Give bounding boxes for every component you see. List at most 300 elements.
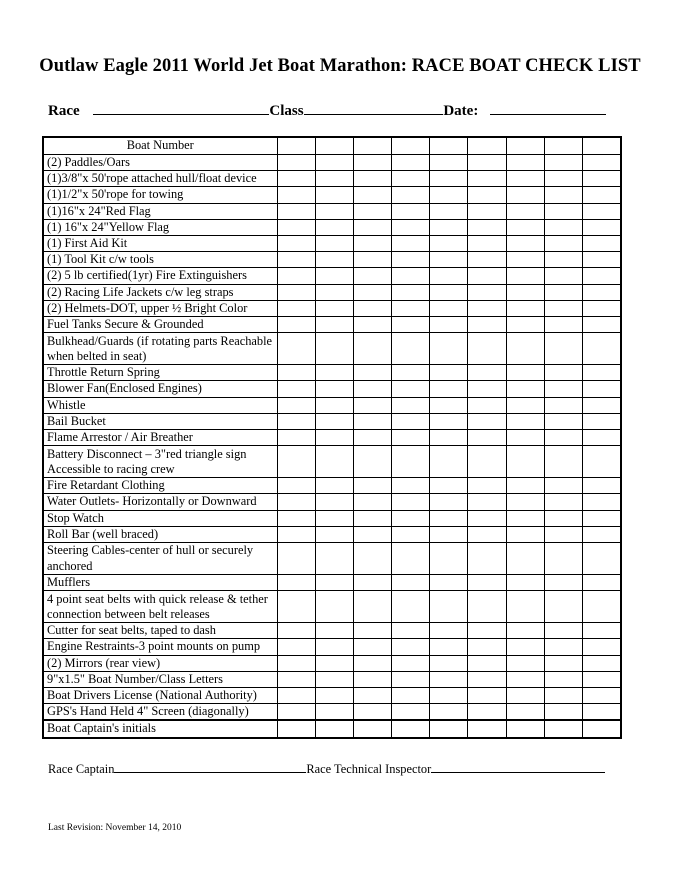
check-cell[interactable] (506, 655, 544, 671)
check-cell[interactable] (468, 575, 506, 591)
check-cell[interactable] (353, 655, 391, 671)
check-cell[interactable] (277, 494, 315, 510)
check-cell[interactable] (506, 365, 544, 381)
check-cell[interactable] (583, 543, 621, 575)
check-cell[interactable] (544, 575, 582, 591)
check-cell[interactable] (583, 510, 621, 526)
check-cell[interactable] (277, 639, 315, 655)
check-cell[interactable] (392, 252, 430, 268)
check-cell[interactable] (315, 526, 353, 542)
check-cell[interactable] (544, 171, 582, 187)
check-cell[interactable] (353, 333, 391, 365)
boat-number-cell[interactable] (315, 137, 353, 155)
check-cell[interactable] (544, 413, 582, 429)
check-cell[interactable] (392, 284, 430, 300)
check-cell[interactable] (430, 252, 468, 268)
check-cell[interactable] (315, 171, 353, 187)
check-cell[interactable] (506, 317, 544, 333)
check-cell[interactable] (392, 203, 430, 219)
check-cell[interactable] (392, 478, 430, 494)
check-cell[interactable] (277, 317, 315, 333)
check-cell[interactable] (353, 219, 391, 235)
check-cell[interactable] (583, 639, 621, 655)
check-cell[interactable] (353, 623, 391, 639)
inspector-signature[interactable] (431, 760, 605, 773)
check-cell[interactable] (544, 494, 582, 510)
check-cell[interactable] (392, 526, 430, 542)
check-cell[interactable] (468, 623, 506, 639)
check-cell[interactable] (430, 494, 468, 510)
check-cell[interactable] (315, 591, 353, 623)
check-cell[interactable] (315, 187, 353, 203)
check-cell[interactable] (544, 300, 582, 316)
check-cell[interactable] (392, 591, 430, 623)
check-cell[interactable] (506, 219, 544, 235)
check-cell[interactable] (544, 510, 582, 526)
check-cell[interactable] (544, 639, 582, 655)
check-cell[interactable] (468, 236, 506, 252)
check-cell[interactable] (430, 236, 468, 252)
check-cell[interactable] (315, 236, 353, 252)
check-cell[interactable] (468, 203, 506, 219)
check-cell[interactable] (353, 526, 391, 542)
check-cell[interactable] (544, 333, 582, 365)
check-cell[interactable] (430, 284, 468, 300)
check-cell[interactable] (583, 575, 621, 591)
check-cell[interactable] (544, 203, 582, 219)
boat-number-cell[interactable] (583, 137, 621, 155)
check-cell[interactable] (506, 252, 544, 268)
check-cell[interactable] (583, 381, 621, 397)
check-cell[interactable] (277, 236, 315, 252)
check-cell[interactable] (315, 381, 353, 397)
check-cell[interactable] (468, 688, 506, 704)
check-cell[interactable] (430, 365, 468, 381)
check-cell[interactable] (277, 155, 315, 171)
boat-number-cell[interactable] (544, 137, 582, 155)
check-cell[interactable] (583, 704, 621, 721)
check-cell[interactable] (392, 510, 430, 526)
check-cell[interactable] (277, 543, 315, 575)
initials-cell[interactable] (506, 720, 544, 737)
check-cell[interactable] (583, 413, 621, 429)
check-cell[interactable] (277, 704, 315, 721)
check-cell[interactable] (583, 397, 621, 413)
check-cell[interactable] (277, 688, 315, 704)
check-cell[interactable] (583, 446, 621, 478)
check-cell[interactable] (392, 494, 430, 510)
check-cell[interactable] (506, 381, 544, 397)
check-cell[interactable] (506, 187, 544, 203)
check-cell[interactable] (430, 510, 468, 526)
check-cell[interactable] (392, 688, 430, 704)
check-cell[interactable] (506, 575, 544, 591)
check-cell[interactable] (315, 219, 353, 235)
check-cell[interactable] (583, 155, 621, 171)
check-cell[interactable] (392, 317, 430, 333)
check-cell[interactable] (430, 300, 468, 316)
check-cell[interactable] (544, 671, 582, 687)
check-cell[interactable] (506, 526, 544, 542)
check-cell[interactable] (392, 300, 430, 316)
check-cell[interactable] (506, 268, 544, 284)
check-cell[interactable] (315, 671, 353, 687)
boat-number-cell[interactable] (277, 137, 315, 155)
check-cell[interactable] (544, 655, 582, 671)
check-cell[interactable] (506, 704, 544, 721)
check-cell[interactable] (468, 510, 506, 526)
check-cell[interactable] (468, 333, 506, 365)
check-cell[interactable] (353, 381, 391, 397)
check-cell[interactable] (468, 478, 506, 494)
check-cell[interactable] (583, 333, 621, 365)
check-cell[interactable] (392, 171, 430, 187)
check-cell[interactable] (506, 284, 544, 300)
check-cell[interactable] (315, 446, 353, 478)
check-cell[interactable] (430, 430, 468, 446)
check-cell[interactable] (506, 333, 544, 365)
check-cell[interactable] (468, 704, 506, 721)
check-cell[interactable] (430, 413, 468, 429)
check-cell[interactable] (583, 526, 621, 542)
check-cell[interactable] (315, 413, 353, 429)
check-cell[interactable] (353, 704, 391, 721)
check-cell[interactable] (315, 300, 353, 316)
check-cell[interactable] (583, 300, 621, 316)
check-cell[interactable] (277, 575, 315, 591)
check-cell[interactable] (506, 300, 544, 316)
check-cell[interactable] (544, 591, 582, 623)
check-cell[interactable] (315, 575, 353, 591)
check-cell[interactable] (277, 671, 315, 687)
check-cell[interactable] (583, 671, 621, 687)
check-cell[interactable] (506, 478, 544, 494)
check-cell[interactable] (315, 397, 353, 413)
check-cell[interactable] (583, 203, 621, 219)
check-cell[interactable] (506, 236, 544, 252)
check-cell[interactable] (353, 187, 391, 203)
check-cell[interactable] (430, 639, 468, 655)
check-cell[interactable] (392, 623, 430, 639)
check-cell[interactable] (353, 236, 391, 252)
initials-cell[interactable] (583, 720, 621, 737)
check-cell[interactable] (277, 365, 315, 381)
check-cell[interactable] (544, 446, 582, 478)
check-cell[interactable] (430, 671, 468, 687)
check-cell[interactable] (353, 284, 391, 300)
check-cell[interactable] (583, 187, 621, 203)
check-cell[interactable] (277, 655, 315, 671)
check-cell[interactable] (353, 639, 391, 655)
check-cell[interactable] (468, 381, 506, 397)
check-cell[interactable] (544, 155, 582, 171)
check-cell[interactable] (544, 704, 582, 721)
check-cell[interactable] (315, 543, 353, 575)
check-cell[interactable] (468, 671, 506, 687)
check-cell[interactable] (430, 526, 468, 542)
check-cell[interactable] (353, 575, 391, 591)
date-field[interactable] (490, 100, 606, 115)
check-cell[interactable] (544, 284, 582, 300)
check-cell[interactable] (315, 333, 353, 365)
check-cell[interactable] (353, 252, 391, 268)
check-cell[interactable] (277, 381, 315, 397)
check-cell[interactable] (468, 543, 506, 575)
check-cell[interactable] (277, 268, 315, 284)
check-cell[interactable] (430, 203, 468, 219)
check-cell[interactable] (583, 688, 621, 704)
check-cell[interactable] (583, 494, 621, 510)
check-cell[interactable] (392, 543, 430, 575)
check-cell[interactable] (277, 252, 315, 268)
check-cell[interactable] (583, 317, 621, 333)
check-cell[interactable] (506, 591, 544, 623)
check-cell[interactable] (315, 478, 353, 494)
check-cell[interactable] (544, 252, 582, 268)
check-cell[interactable] (468, 171, 506, 187)
check-cell[interactable] (583, 171, 621, 187)
check-cell[interactable] (392, 333, 430, 365)
check-cell[interactable] (315, 155, 353, 171)
check-cell[interactable] (315, 510, 353, 526)
check-cell[interactable] (277, 203, 315, 219)
check-cell[interactable] (277, 187, 315, 203)
check-cell[interactable] (468, 494, 506, 510)
check-cell[interactable] (506, 671, 544, 687)
check-cell[interactable] (583, 236, 621, 252)
check-cell[interactable] (277, 623, 315, 639)
check-cell[interactable] (430, 333, 468, 365)
check-cell[interactable] (583, 655, 621, 671)
check-cell[interactable] (506, 413, 544, 429)
check-cell[interactable] (392, 381, 430, 397)
check-cell[interactable] (468, 591, 506, 623)
check-cell[interactable] (353, 155, 391, 171)
check-cell[interactable] (430, 575, 468, 591)
check-cell[interactable] (430, 317, 468, 333)
check-cell[interactable] (315, 317, 353, 333)
check-cell[interactable] (392, 575, 430, 591)
check-cell[interactable] (353, 494, 391, 510)
check-cell[interactable] (315, 623, 353, 639)
check-cell[interactable] (277, 300, 315, 316)
check-cell[interactable] (506, 510, 544, 526)
check-cell[interactable] (353, 430, 391, 446)
check-cell[interactable] (506, 203, 544, 219)
initials-cell[interactable] (468, 720, 506, 737)
check-cell[interactable] (506, 171, 544, 187)
check-cell[interactable] (315, 639, 353, 655)
check-cell[interactable] (353, 543, 391, 575)
check-cell[interactable] (277, 446, 315, 478)
check-cell[interactable] (430, 688, 468, 704)
check-cell[interactable] (468, 252, 506, 268)
check-cell[interactable] (430, 543, 468, 575)
check-cell[interactable] (468, 430, 506, 446)
check-cell[interactable] (277, 284, 315, 300)
check-cell[interactable] (315, 284, 353, 300)
check-cell[interactable] (468, 526, 506, 542)
race-field[interactable] (93, 100, 269, 115)
check-cell[interactable] (430, 478, 468, 494)
check-cell[interactable] (315, 430, 353, 446)
check-cell[interactable] (392, 671, 430, 687)
check-cell[interactable] (506, 543, 544, 575)
check-cell[interactable] (468, 284, 506, 300)
check-cell[interactable] (353, 688, 391, 704)
check-cell[interactable] (392, 446, 430, 478)
check-cell[interactable] (353, 397, 391, 413)
check-cell[interactable] (544, 478, 582, 494)
check-cell[interactable] (277, 510, 315, 526)
check-cell[interactable] (506, 623, 544, 639)
boat-number-cell[interactable] (506, 137, 544, 155)
check-cell[interactable] (353, 413, 391, 429)
initials-cell[interactable] (544, 720, 582, 737)
check-cell[interactable] (353, 268, 391, 284)
check-cell[interactable] (353, 365, 391, 381)
check-cell[interactable] (315, 203, 353, 219)
check-cell[interactable] (544, 381, 582, 397)
check-cell[interactable] (583, 284, 621, 300)
initials-cell[interactable] (392, 720, 430, 737)
check-cell[interactable] (544, 219, 582, 235)
check-cell[interactable] (506, 688, 544, 704)
check-cell[interactable] (468, 397, 506, 413)
check-cell[interactable] (392, 704, 430, 721)
check-cell[interactable] (392, 430, 430, 446)
boat-number-cell[interactable] (392, 137, 430, 155)
check-cell[interactable] (430, 219, 468, 235)
check-cell[interactable] (430, 623, 468, 639)
check-cell[interactable] (392, 268, 430, 284)
check-cell[interactable] (277, 526, 315, 542)
check-cell[interactable] (544, 187, 582, 203)
check-cell[interactable] (430, 655, 468, 671)
check-cell[interactable] (544, 526, 582, 542)
check-cell[interactable] (544, 688, 582, 704)
check-cell[interactable] (277, 333, 315, 365)
check-cell[interactable] (583, 623, 621, 639)
check-cell[interactable] (277, 430, 315, 446)
check-cell[interactable] (315, 704, 353, 721)
check-cell[interactable] (468, 446, 506, 478)
check-cell[interactable] (583, 591, 621, 623)
check-cell[interactable] (506, 430, 544, 446)
check-cell[interactable] (583, 478, 621, 494)
check-cell[interactable] (506, 446, 544, 478)
check-cell[interactable] (506, 155, 544, 171)
check-cell[interactable] (277, 478, 315, 494)
check-cell[interactable] (277, 171, 315, 187)
check-cell[interactable] (430, 171, 468, 187)
check-cell[interactable] (353, 171, 391, 187)
check-cell[interactable] (392, 187, 430, 203)
check-cell[interactable] (583, 365, 621, 381)
check-cell[interactable] (583, 430, 621, 446)
check-cell[interactable] (506, 639, 544, 655)
check-cell[interactable] (277, 397, 315, 413)
check-cell[interactable] (430, 591, 468, 623)
check-cell[interactable] (468, 317, 506, 333)
check-cell[interactable] (430, 446, 468, 478)
check-cell[interactable] (315, 494, 353, 510)
check-cell[interactable] (468, 187, 506, 203)
check-cell[interactable] (353, 446, 391, 478)
check-cell[interactable] (544, 268, 582, 284)
check-cell[interactable] (430, 155, 468, 171)
check-cell[interactable] (468, 155, 506, 171)
check-cell[interactable] (392, 639, 430, 655)
check-cell[interactable] (430, 187, 468, 203)
check-cell[interactable] (277, 591, 315, 623)
race-captain-signature[interactable] (114, 760, 306, 773)
check-cell[interactable] (583, 268, 621, 284)
check-cell[interactable] (468, 365, 506, 381)
check-cell[interactable] (353, 510, 391, 526)
check-cell[interactable] (315, 268, 353, 284)
check-cell[interactable] (392, 655, 430, 671)
boat-number-cell[interactable] (430, 137, 468, 155)
check-cell[interactable] (392, 365, 430, 381)
check-cell[interactable] (430, 397, 468, 413)
check-cell[interactable] (353, 478, 391, 494)
check-cell[interactable] (392, 219, 430, 235)
check-cell[interactable] (544, 543, 582, 575)
check-cell[interactable] (315, 252, 353, 268)
check-cell[interactable] (544, 236, 582, 252)
check-cell[interactable] (315, 365, 353, 381)
check-cell[interactable] (544, 365, 582, 381)
initials-cell[interactable] (277, 720, 315, 737)
check-cell[interactable] (468, 639, 506, 655)
check-cell[interactable] (506, 494, 544, 510)
check-cell[interactable] (468, 413, 506, 429)
check-cell[interactable] (430, 268, 468, 284)
check-cell[interactable] (468, 655, 506, 671)
check-cell[interactable] (392, 236, 430, 252)
class-field[interactable] (304, 100, 443, 115)
initials-cell[interactable] (315, 720, 353, 737)
check-cell[interactable] (277, 413, 315, 429)
check-cell[interactable] (468, 268, 506, 284)
check-cell[interactable] (468, 300, 506, 316)
check-cell[interactable] (353, 317, 391, 333)
initials-cell[interactable] (430, 720, 468, 737)
check-cell[interactable] (544, 317, 582, 333)
check-cell[interactable] (392, 397, 430, 413)
check-cell[interactable] (315, 655, 353, 671)
check-cell[interactable] (430, 704, 468, 721)
check-cell[interactable] (544, 623, 582, 639)
initials-cell[interactable] (353, 720, 391, 737)
check-cell[interactable] (468, 219, 506, 235)
check-cell[interactable] (544, 430, 582, 446)
boat-number-cell[interactable] (353, 137, 391, 155)
check-cell[interactable] (583, 252, 621, 268)
check-cell[interactable] (506, 397, 544, 413)
check-cell[interactable] (277, 219, 315, 235)
check-cell[interactable] (544, 397, 582, 413)
check-cell[interactable] (353, 591, 391, 623)
check-cell[interactable] (430, 381, 468, 397)
check-cell[interactable] (583, 219, 621, 235)
boat-number-cell[interactable] (468, 137, 506, 155)
check-cell[interactable] (353, 671, 391, 687)
check-cell[interactable] (392, 155, 430, 171)
check-cell[interactable] (353, 203, 391, 219)
check-cell[interactable] (392, 413, 430, 429)
